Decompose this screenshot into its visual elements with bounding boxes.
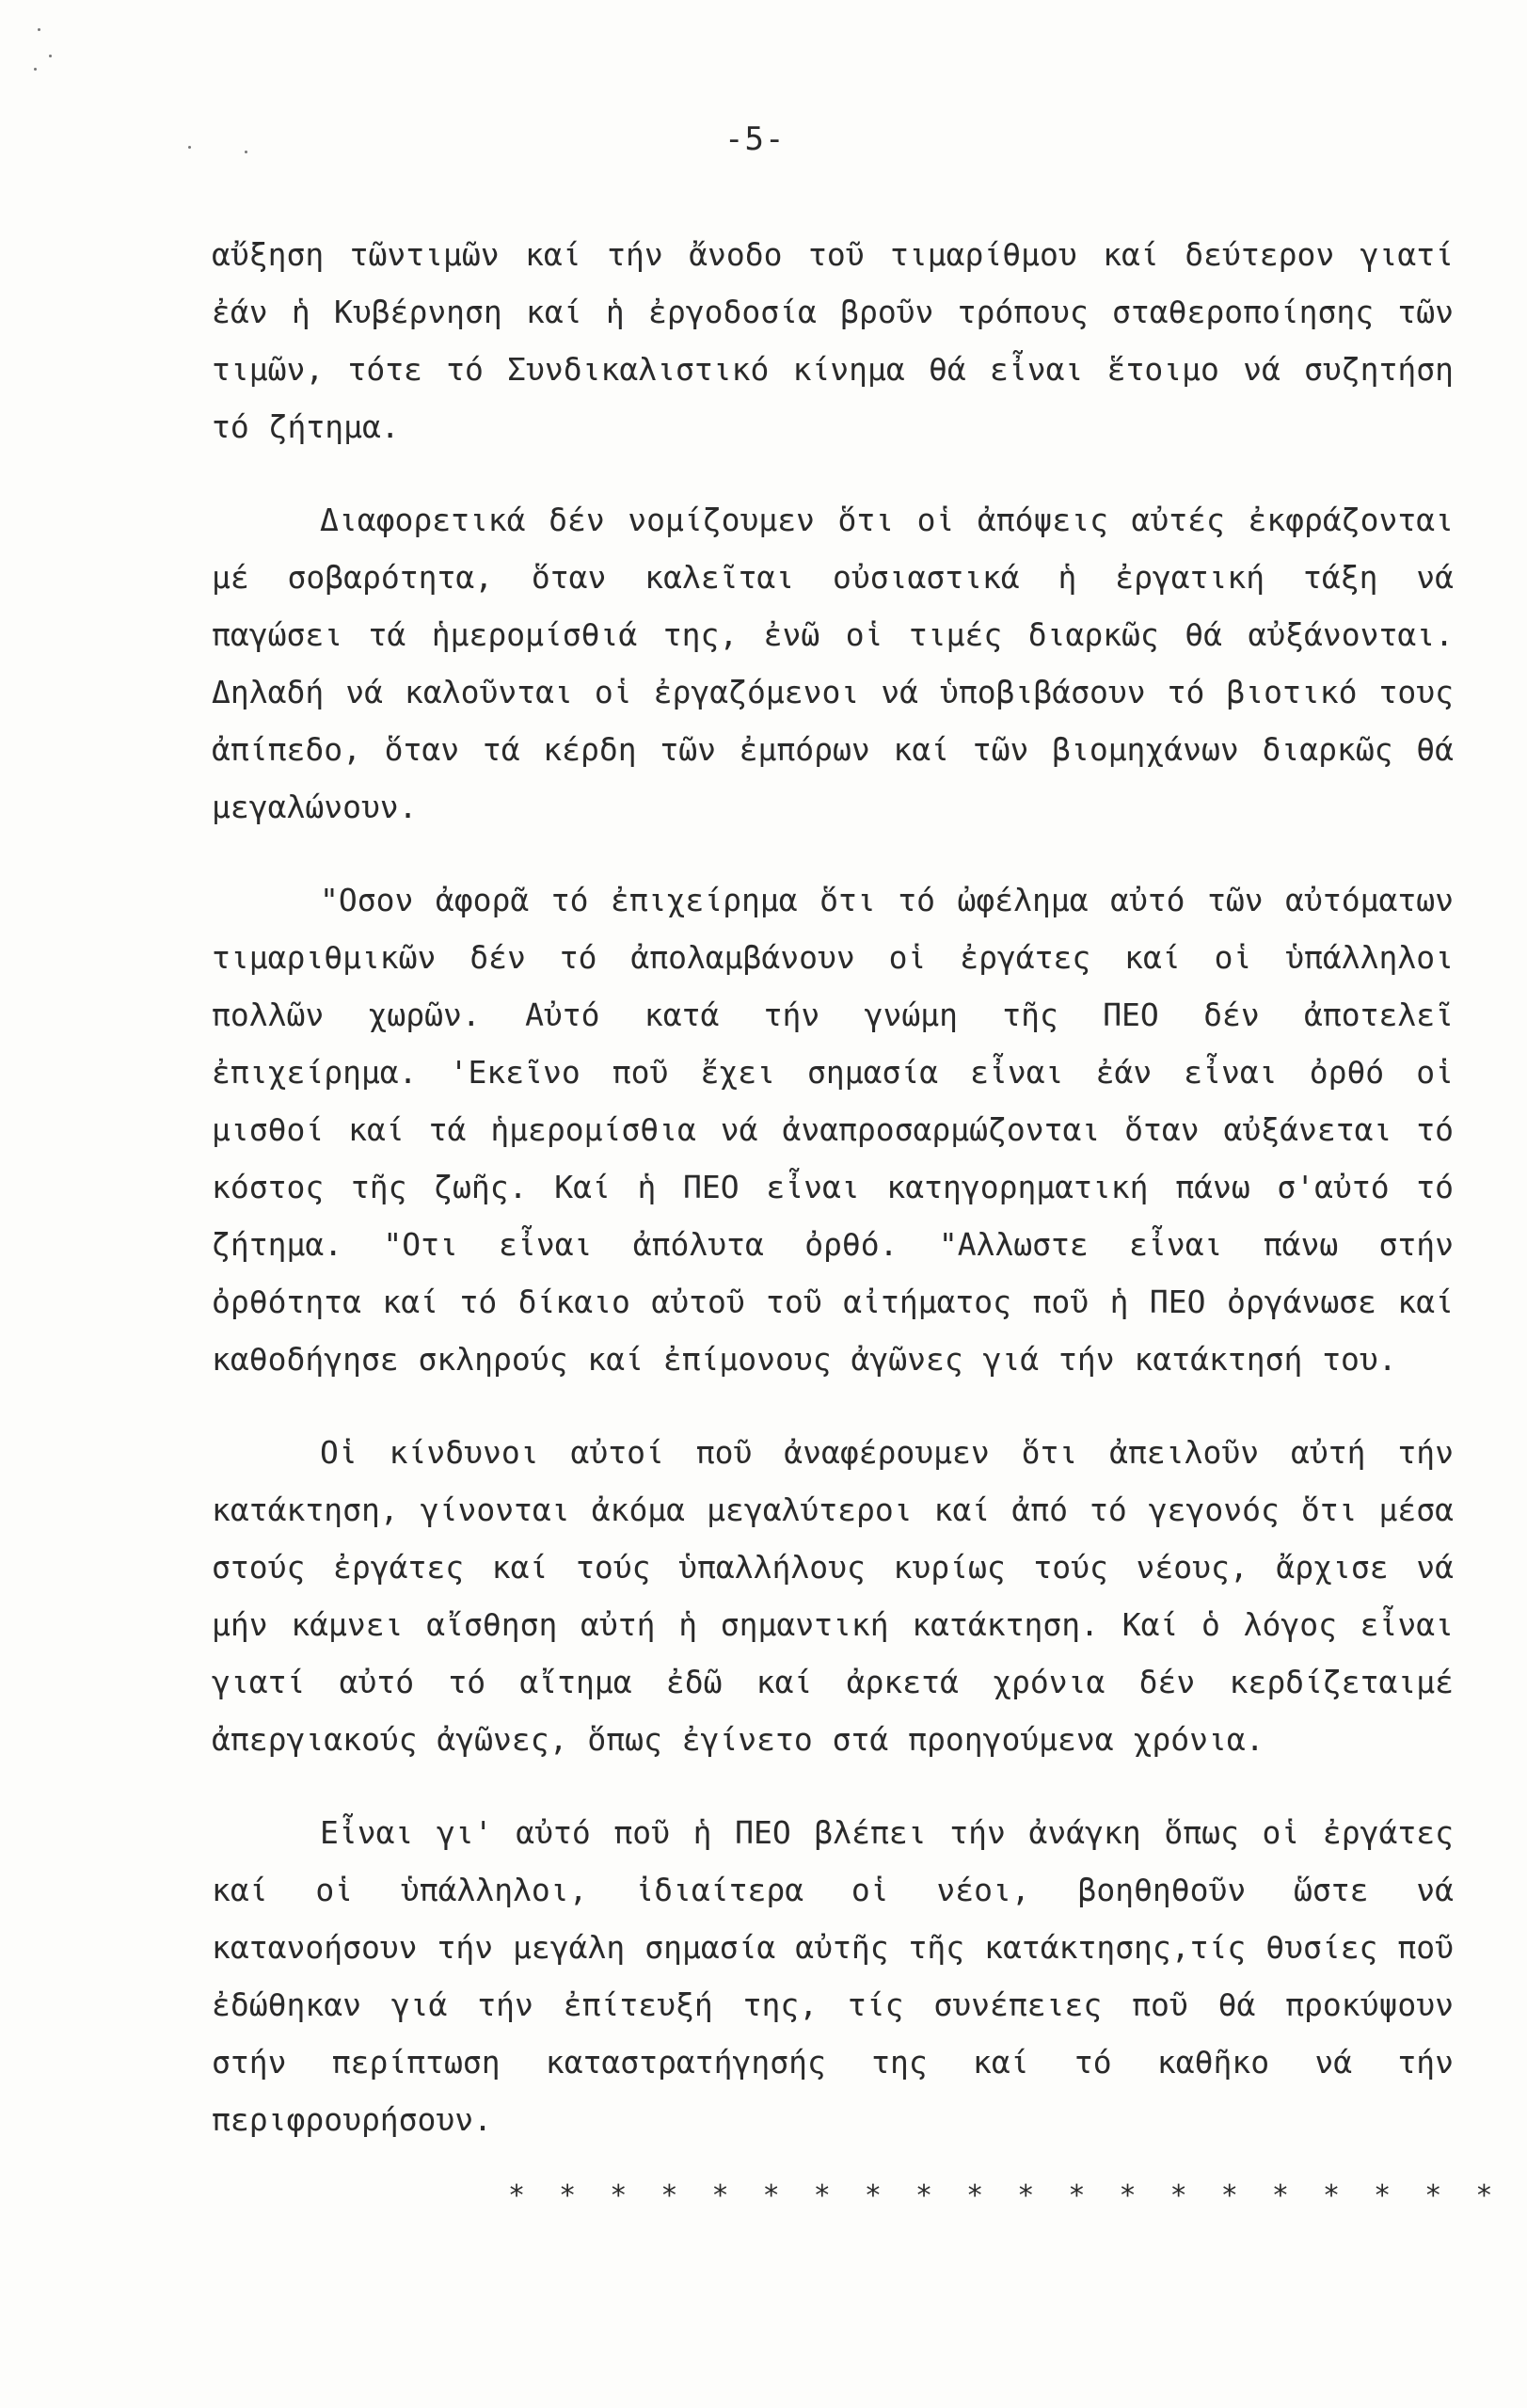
document-body	[212, 226, 1454, 2148]
scan-speck	[49, 55, 52, 57]
scan-speck	[34, 68, 37, 71]
paragraph: αὔξηση τῶντιμῶν καί τήν ἄνοδο τοῦ τιμαρίθμου καί δεύτερον γιατί ἐάν ἡ Κυβέρνηση καί ἡ ἐργοδοσία βροῦν τρόπους σταθεροποίησης τῶν τιμῶν, τότε τό Συνδικαλιστικό κίνημα θά εἶναι ἕτοιμο νά συζητήση τό ζήτημα.	[212, 236, 1454, 445]
paragraph: Διαφορετικά δέν νομίζουμεν ὅτι οἱ ἀπόψεις αὐτές ἐκφράζονται μέ σοβαρότητα, ὅταν καλεῖται οὐσιαστικά ἡ ἐργατική τάξη νά παγώσει τά ἡμερομίσθιά της, ἐνῶ οἱ τιμές διαρκῶς θά αὐξάνονται. Δηλαδή νά καλοῦνται οἱ ἐργαζόμενοι νά ὑποβιβάσουν τό βιοτικό τους ἀπίπεδο, ὅταν τά κέρδη τῶν ἐμπόρων καί τῶν βιομηχάνων διαρκῶς θά μεγαλώνουν.	[212, 502, 1454, 825]
scan-speck	[188, 146, 191, 149]
scan-speck	[245, 151, 247, 153]
section-separator: * * * * * * * * * * * * * * * * * * * *	[508, 2179, 1501, 2212]
page-number: -5-	[724, 120, 786, 158]
scan-speck	[38, 28, 40, 31]
paragraph: "Οσον ἀφορᾶ τό ἐπιχείρημα ὅτι τό ὠφέλημα αὐτό τῶν αὐτόματων τιμαριθμικῶν δέν τό ἀπολαμβάνουν οἱ ἐργάτες καί οἱ ὑπάλληλοι πολλῶν χωρῶν. Αὐτό κατά τήν γνώμη τῆς ΠΕΟ δέν ἀποτελεῖ ἐπιχείρημα. 'Εκεῖνο ποῦ ἔχει σημασία εἶναι ἐάν εἶναι ὀρθό οἱ μισθοί καί τά ἡμερομίσθια νά ἀναπροσαρμώζονται ὅταν αὐξάνεται τό κόστος τῆς ζωῆς. Καί ἡ ΠΕΟ εἶναι κατηγορηματική πάνω σ'αὐτό τό ζήτημα. "Οτι εἶναι ἀπόλυτα ὀρθό. "Αλλωστε εἶναι πάνω στήν ὀρθότητα καί τό δίκαιο αὐτοῦ τοῦ αἰτήματος ποῦ ἡ ΠΕΟ ὀργάνωσε καί καθοδήγησε σκληρούς καί ἐπίμονους ἀγῶνες γιά τήν κατάκτησή του.	[212, 882, 1454, 1378]
paragraph: Εἶναι γι' αὐτό ποῦ ἡ ΠΕΟ βλέπει τήν ἀνάγκη ὅπως οἱ ἐργάτες καί οἱ ὑπάλληλοι, ἰδιαίτερα οἱ νέοι, βοηθηθοῦν ὥστε νά κατανοήσουν τήν μεγάλη σημασία αὐτῆς τῆς κατάκτησης,τίς θυσίες ποῦ ἐδώθηκαν γιά τήν ἐπίτευξή της, τίς συνέπειες ποῦ θά προκύψουν στήν περίπτωση καταστρατήγησής της καί τό καθῆκο νά τήν περιφρουρήσουν.	[212, 1814, 1454, 2138]
paragraph: Οἱ κίνδυνοι αὐτοί ποῦ ἀναφέρουμεν ὅτι ἀπειλοῦν αὐτή τήν κατάκτηση, γίνονται ἀκόμα μεγαλύτεροι καί ἀπό τό γεγονός ὅτι μέσα στούς ἐργάτες καί τούς ὑπαλλήλους κυρίως τούς νέους, ἄρχισε νά μήν κάμνει αἴσθηση αὐτή ἡ σημαντική κατάκτηση. Καί ὁ λόγος εἶναι γιατί αὐτό τό αἴτημα ἐδῶ καί ἀρκετά χρόνια δέν κερδίζεταιμέ ἀπεργιακούς ἀγῶνες, ὅπως ἐγίνετο στά προηγούμενα χρόνια.	[212, 1434, 1454, 1758]
